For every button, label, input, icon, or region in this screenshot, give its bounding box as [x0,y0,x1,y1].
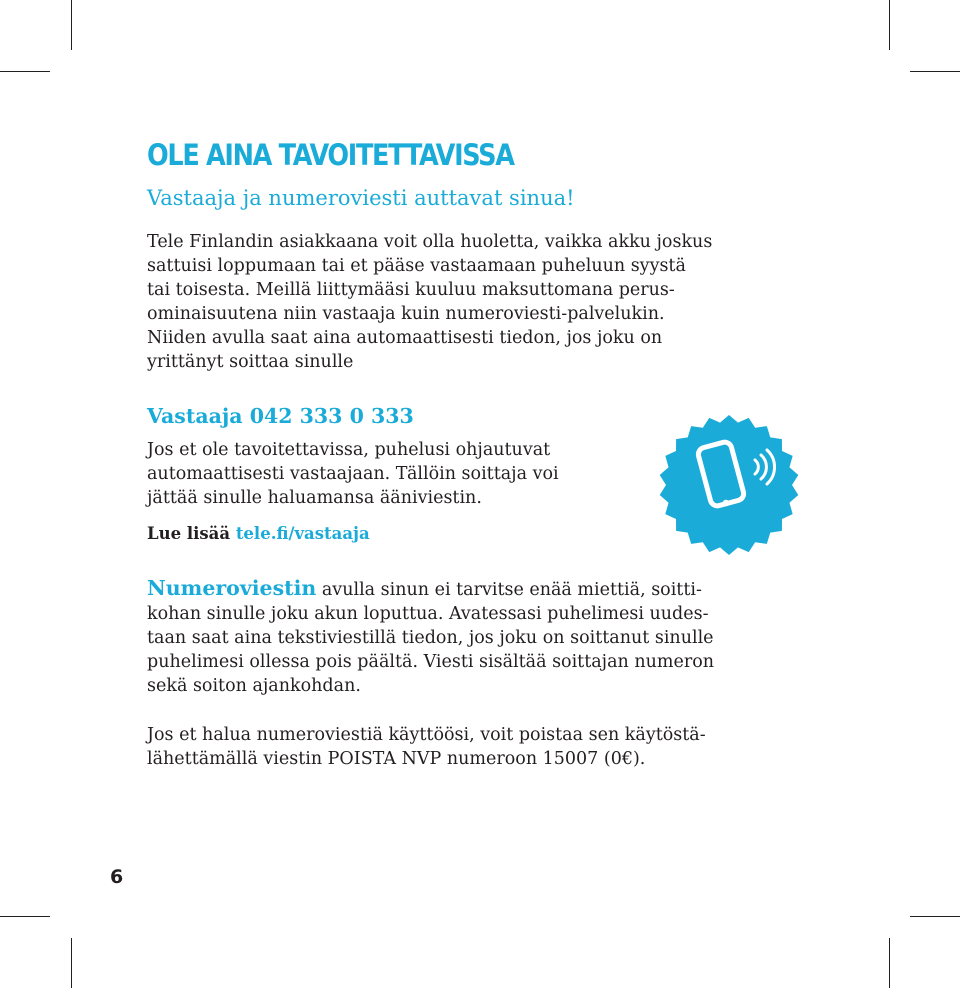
page-subtitle: Vastaaja ja numeroviesti auttavat sinua! [147,186,575,210]
crop-mark-bottom-right [910,916,960,917]
text-line: sekä soiton ajankohdan. [147,676,361,696]
page-number: 6 [110,866,124,888]
text-line: automaattisesti vastaajaan. Tällöin soittaja voi [147,464,559,484]
removal-paragraph [147,723,837,771]
text-line: yrittänyt soittaa sinulle [147,352,354,372]
crop-mark-top-left [71,0,72,50]
crop-mark-top-left [0,71,50,72]
text-line: Jos et ole tavoitettavissa, puhelusi ohjautuvat [147,440,551,460]
text-line: tai toisesta. Meillä liittymääsi kuuluu maksuttomana perus- [147,280,675,300]
read-more-link[interactable]: tele.fi/vastaaja [235,524,370,543]
text-line: Jos et halua numeroviestiä käyttöösi, voit poistaa sen käytöstä- [147,725,706,745]
text-line: jättää sinulle haluamansa ääniviestin. [147,488,482,508]
text-line: Tele Finlandin asiakkaana voit olla huoletta, vaikka akku joskus [147,232,713,252]
text-line: ominaisuutena niin vastaaja kuin numeroviesti-palvelukin. [147,304,665,324]
text-line: Niiden avulla saat aina automaattisesti tiedon, jos joku on [147,328,663,348]
page-title: OLE AINA TAVOITETTAVISSA [147,138,514,172]
text-line: puhelimesi ollessa pois päältä. Viesti sisältää soittajan numeron [147,652,715,672]
numeroviesti-lead: Numeroviestin [147,576,317,600]
crop-mark-bottom-left [71,938,72,988]
text-line: lähettämällä viestin POISTA NVP numeroon 15007 (0€). [147,749,646,769]
crop-mark-bottom-right [889,938,890,988]
read-more-label: Lue lisää [147,524,231,543]
vastaaja-heading: Vastaaja 042 333 0 333 [147,404,414,428]
text-line: sattuisi loppumaan tai et pääse vastaamaan puheluun syystä [147,256,686,276]
text-line: taan saat aina tekstiviestillä tiedon, jos joku on soittanut sinulle [147,628,714,648]
text-line: kohan sinulle joku akun loputtua. Avatessasi puhelimesi uudes- [147,604,709,624]
numeroviesti-paragraph [147,576,837,698]
crop-mark-bottom-left [0,916,50,917]
text-line [147,576,837,602]
intro-paragraph [147,230,837,374]
crop-mark-top-right [910,71,960,72]
numeroviesti-first-line: avulla sinun ei tarvitse enää miettiä, soitti- [321,580,702,600]
smartphone-ringing-icon [658,414,800,556]
vastaaja-paragraph [147,438,647,510]
crop-mark-top-right [889,0,890,50]
